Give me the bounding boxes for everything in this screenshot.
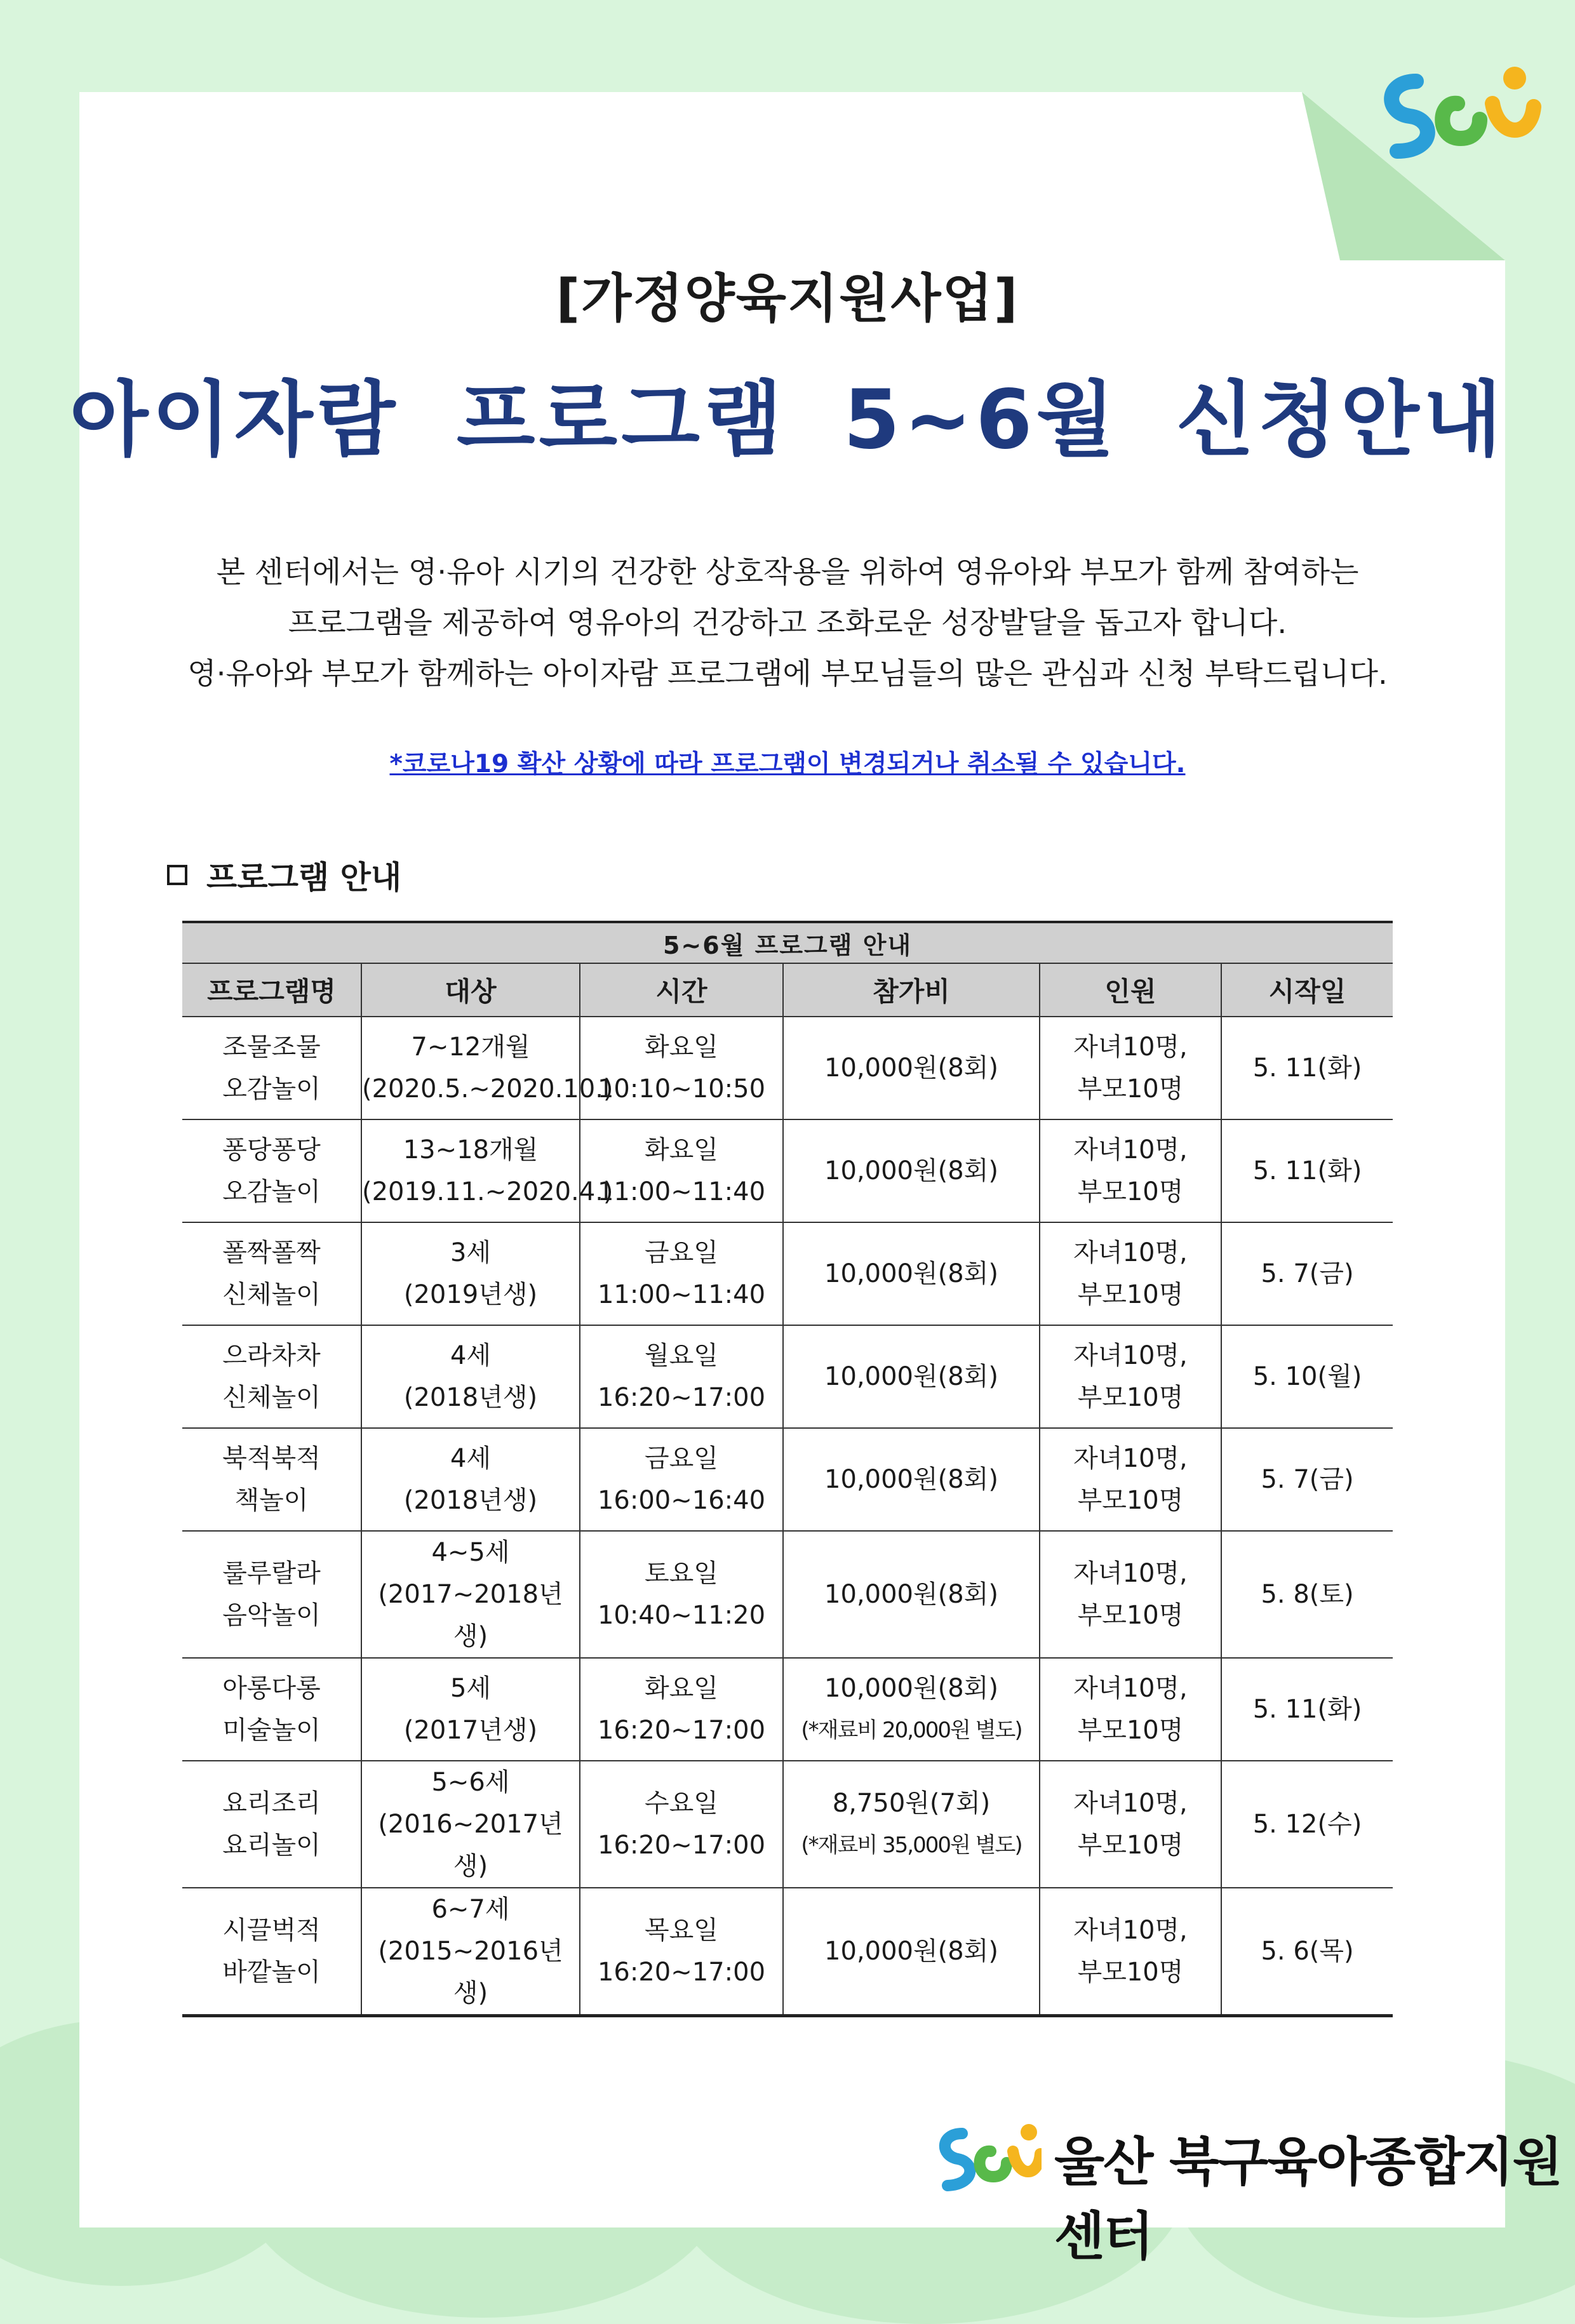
start-date-cell: 5. 11(화) xyxy=(1221,1017,1393,1119)
cell-text: 11:00~11:40 xyxy=(597,1177,766,1206)
cell-text: 폴짝폴짝 xyxy=(222,1238,321,1267)
center-logo-icon xyxy=(1372,56,1543,164)
intro-line: 프로그램을 제공하여 영유아의 건강하고 조화로운 성장발달을 돕고자 합니다. xyxy=(288,606,1287,641)
cell-text: 10,000원(8회) xyxy=(824,1156,998,1185)
program-name-cell xyxy=(182,1222,361,1325)
cell-text: (2016~2017년생) xyxy=(378,1810,563,1881)
cell-text: 요리조리 xyxy=(222,1789,321,1818)
people-cell xyxy=(1040,1325,1221,1428)
table-row xyxy=(182,1658,1393,1761)
cell-text: 3세 xyxy=(450,1238,492,1267)
cell-text: 10,000원(8회) xyxy=(824,1937,998,1966)
target-cell xyxy=(361,1888,580,2016)
cell-text: 부모10명 xyxy=(1077,1177,1184,1206)
fee-cell xyxy=(783,1761,1040,1888)
cell-text: 10:10~10:50 xyxy=(597,1074,766,1104)
cell-text: 5세 xyxy=(450,1674,492,1703)
cell-text: 북적북적 xyxy=(222,1444,321,1473)
cell-text: 부모10명 xyxy=(1077,1716,1184,1745)
cell-text: 16:00~16:40 xyxy=(597,1486,766,1515)
cell-text: 아롱다롱 xyxy=(222,1674,321,1703)
cell-text: 7~12개월 xyxy=(411,1032,530,1062)
cell-text: 부모10명 xyxy=(1077,1486,1184,1515)
fee-cell xyxy=(783,1119,1040,1222)
fee-cell xyxy=(783,1531,1040,1658)
cell-text: 4~5세 xyxy=(431,1538,510,1567)
section-heading-text: 프로그램 안내 xyxy=(206,859,402,896)
target-cell xyxy=(361,1761,580,1888)
cell-text: (2018년생) xyxy=(403,1383,538,1412)
cell-text: (2019년생) xyxy=(403,1280,538,1309)
intro-paragraph xyxy=(0,547,1575,700)
time-cell xyxy=(580,1428,783,1531)
cell-text: 부모10명 xyxy=(1077,1383,1184,1412)
fee-cell xyxy=(783,1888,1040,2016)
cell-text: 요리놀이 xyxy=(222,1831,321,1860)
table-caption: 5~6월 프로그램 안내 xyxy=(182,922,1393,963)
cell-text: 화요일 xyxy=(645,1135,718,1165)
table-row xyxy=(182,1531,1393,1658)
table-row xyxy=(182,1428,1393,1531)
start-date-cell: 5. 12(수) xyxy=(1221,1761,1393,1888)
table-row xyxy=(182,1325,1393,1428)
cell-text: 16:20~17:00 xyxy=(597,1958,766,1987)
cell-text: 자녀10명, xyxy=(1073,1032,1188,1062)
time-cell xyxy=(580,1658,783,1761)
intro-line: 본 센터에서는 영·유아 시기의 건강한 상호작용을 위하여 영유아와 부모가 함께 참여하는 xyxy=(216,555,1359,590)
target-cell xyxy=(361,1017,613,1119)
cell-text: 5~6세 xyxy=(431,1768,510,1797)
cell-text: 자녀10명, xyxy=(1073,1916,1188,1945)
cell-text: 자녀10명, xyxy=(1073,1341,1188,1370)
people-cell xyxy=(1040,1222,1221,1325)
start-date-cell: 5. 8(토) xyxy=(1221,1531,1393,1658)
target-cell xyxy=(361,1428,580,1531)
start-date-cell: 5. 10(월) xyxy=(1221,1325,1393,1428)
cell-text: 자녀10명, xyxy=(1073,1789,1188,1818)
cell-text: 월요일 xyxy=(645,1341,718,1370)
column-header: 참가비 xyxy=(783,963,1040,1017)
table-header-row xyxy=(182,963,1393,1017)
cell-text: (2017~2018년생) xyxy=(378,1580,563,1651)
cell-text: 금요일 xyxy=(645,1238,718,1267)
footer-org-name: 울산 북구육아종합지원센터 xyxy=(1054,2132,1562,2267)
time-cell xyxy=(580,1888,783,2016)
section-heading xyxy=(167,852,401,898)
cell-text: (2019.11.~2020.4.) xyxy=(362,1177,613,1206)
people-cell xyxy=(1040,1531,1221,1658)
column-header: 프로그램명 xyxy=(182,963,361,1017)
cell-text: 10,000원(8회) xyxy=(824,1674,998,1703)
cell-text: (*재료비 35,000원 별도) xyxy=(801,1833,1022,1858)
start-date-cell: 5. 11(화) xyxy=(1221,1119,1393,1222)
table-row xyxy=(182,1761,1393,1888)
cell-text: 10:40~11:20 xyxy=(597,1601,766,1630)
cell-text: 11:00~11:40 xyxy=(597,1280,766,1309)
start-date-cell: 5. 11(화) xyxy=(1221,1658,1393,1761)
cell-text: 부모10명 xyxy=(1077,1958,1184,1987)
cell-text: 오감놀이 xyxy=(222,1074,321,1104)
cell-text: 토요일 xyxy=(645,1559,718,1588)
cell-text: 자녀10명, xyxy=(1073,1135,1188,1165)
column-header: 시작일 xyxy=(1221,963,1393,1017)
cell-text: 16:20~17:00 xyxy=(597,1831,766,1860)
cell-text: 시끌벅적 xyxy=(222,1916,321,1945)
target-cell xyxy=(361,1325,580,1428)
time-cell xyxy=(580,1531,783,1658)
program-name-cell xyxy=(182,1531,361,1658)
table-row xyxy=(182,1017,1393,1119)
fee-cell xyxy=(783,1222,1040,1325)
start-date-cell: 5. 6(목) xyxy=(1221,1888,1393,2016)
program-name-cell xyxy=(182,1428,361,1531)
program-table xyxy=(182,921,1393,2017)
people-cell xyxy=(1040,1119,1221,1222)
program-name-cell xyxy=(182,1325,361,1428)
cell-text: (2015~2016년생) xyxy=(378,1937,563,2008)
cell-text: 10,000원(8회) xyxy=(824,1053,998,1083)
people-cell xyxy=(1040,1888,1221,2016)
cell-text: 4세 xyxy=(450,1341,492,1370)
program-name-cell xyxy=(182,1119,361,1222)
time-cell xyxy=(580,1761,783,1888)
cell-text: 화요일 xyxy=(645,1032,718,1062)
cell-text: 미술놀이 xyxy=(222,1716,321,1745)
cell-text: 오감놀이 xyxy=(222,1177,321,1206)
cell-text: 자녀10명, xyxy=(1073,1238,1188,1267)
cell-text: 바깥놀이 xyxy=(222,1958,321,1987)
people-cell xyxy=(1040,1761,1221,1888)
time-cell xyxy=(580,1017,783,1119)
table-row xyxy=(182,1888,1393,2016)
cell-text: 부모10명 xyxy=(1077,1280,1184,1309)
program-name-cell xyxy=(182,1761,361,1888)
checkbox-icon xyxy=(167,865,187,885)
cell-text: 으라차차 xyxy=(222,1341,321,1370)
cell-text: 금요일 xyxy=(645,1444,718,1473)
cell-text: 6~7세 xyxy=(431,1895,510,1924)
target-cell xyxy=(361,1531,580,1658)
cell-text: 조물조물 xyxy=(222,1032,321,1062)
cell-text: 룰루랄라 xyxy=(222,1559,321,1588)
fee-cell xyxy=(783,1017,1040,1119)
table-body xyxy=(182,1017,1393,2016)
fee-cell xyxy=(783,1428,1040,1531)
cell-text: 자녀10명, xyxy=(1073,1559,1188,1588)
cell-text: (2017년생) xyxy=(403,1716,538,1745)
cell-text: 자녀10명, xyxy=(1073,1674,1188,1703)
fee-cell xyxy=(783,1658,1040,1761)
cell-text: 수요일 xyxy=(645,1789,718,1818)
program-name-cell xyxy=(182,1017,361,1119)
cell-text: 책놀이 xyxy=(234,1486,309,1515)
cell-text: 8,750원(7회) xyxy=(832,1789,991,1818)
fee-cell xyxy=(783,1325,1040,1428)
cell-text: 4세 xyxy=(450,1444,492,1473)
program-name-cell xyxy=(182,1658,361,1761)
start-date-cell: 5. 7(금) xyxy=(1221,1428,1393,1531)
column-header: 인원 xyxy=(1040,963,1221,1017)
page-title: 아이자람 프로그램 5~6월 신청안내 xyxy=(69,373,1506,467)
cell-text: 음악놀이 xyxy=(222,1601,321,1630)
center-logo-icon xyxy=(934,2114,1042,2203)
start-date-cell: 5. 7(금) xyxy=(1221,1222,1393,1325)
cell-text: 10,000원(8회) xyxy=(824,1465,998,1494)
cell-text: 화요일 xyxy=(645,1674,718,1703)
column-header: 대상 xyxy=(361,963,580,1017)
cell-text: (2018년생) xyxy=(403,1486,538,1515)
cell-text: 16:20~17:00 xyxy=(597,1383,766,1412)
time-cell xyxy=(580,1119,783,1222)
cell-text: 10,000원(8회) xyxy=(824,1259,998,1288)
people-cell xyxy=(1040,1017,1221,1119)
cell-text: 부모10명 xyxy=(1077,1074,1184,1104)
target-cell xyxy=(361,1119,613,1222)
table-row xyxy=(182,1119,1393,1222)
table-caption-row xyxy=(182,922,1393,963)
cell-text: 16:20~17:00 xyxy=(597,1716,766,1745)
cell-text: 10,000원(8회) xyxy=(824,1580,998,1609)
cell-text: 부모10명 xyxy=(1077,1601,1184,1630)
cell-text: 신체놀이 xyxy=(222,1280,321,1309)
people-cell xyxy=(1040,1428,1221,1531)
time-cell xyxy=(580,1222,783,1325)
program-name-cell xyxy=(182,1888,361,2016)
cell-text: 13~18개월 xyxy=(403,1135,539,1165)
program-subtitle: [가정양육지원사업] xyxy=(556,269,1019,329)
cell-text: 10,000원(8회) xyxy=(824,1362,998,1391)
cell-text: 부모10명 xyxy=(1077,1831,1184,1860)
intro-line: 영·유아와 부모가 함께하는 아이자람 프로그램에 부모님들의 많은 관심과 신청 부탁드립니다. xyxy=(187,657,1388,691)
target-cell xyxy=(361,1222,580,1325)
column-header: 시간 xyxy=(580,963,783,1017)
table-row xyxy=(182,1222,1393,1325)
cell-text: 목요일 xyxy=(645,1916,718,1945)
cell-text: 퐁당퐁당 xyxy=(222,1135,321,1165)
people-cell xyxy=(1040,1658,1221,1761)
covid-notice: *코로나19 확산 상황에 따라 프로그램이 변경되거나 취소될 수 있습니다. xyxy=(389,750,1186,778)
cell-text: (2020.5.~2020.10.) xyxy=(362,1074,613,1104)
cell-text: 신체놀이 xyxy=(222,1383,321,1412)
cell-text: 자녀10명, xyxy=(1073,1444,1188,1473)
target-cell xyxy=(361,1658,580,1761)
time-cell xyxy=(580,1325,783,1428)
cell-text: (*재료비 20,000원 별도) xyxy=(801,1718,1022,1743)
